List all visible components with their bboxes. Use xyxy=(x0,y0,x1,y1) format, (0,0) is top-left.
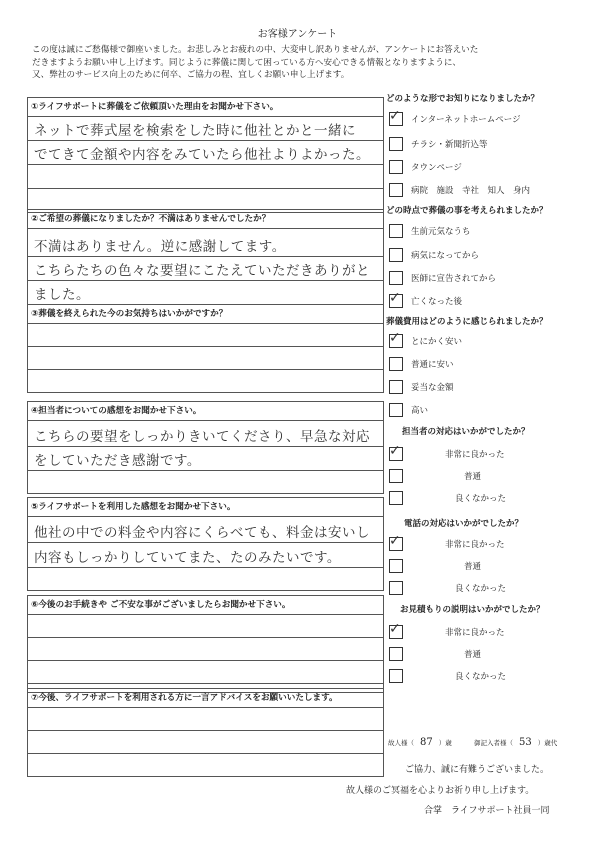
option-label: 非常に良かった xyxy=(445,450,505,460)
answer-line[interactable] xyxy=(28,165,383,189)
question-2-box xyxy=(27,209,384,305)
answer-text: 内容もしっかりしていてまた、たのみたいです。 xyxy=(34,550,341,566)
answer-text: をしていただき感謝です。 xyxy=(34,453,201,469)
signature-text: 合掌 ライフサポート社員一同 xyxy=(424,806,550,816)
checkbox[interactable] xyxy=(389,137,403,151)
answer-line[interactable] xyxy=(28,347,383,370)
answer-line[interactable] xyxy=(28,731,383,754)
question-1-label: ①ライフサポートに葬儀をご依頼頂いた理由をお聞かせ下さい。 xyxy=(28,98,383,117)
checkbox[interactable] xyxy=(389,290,403,308)
thanks-text: ご協力、誠に有難うございました。 xyxy=(405,765,550,775)
answer-text: こちらの要望をしっかりきいてくださり、早急な対応 xyxy=(34,429,370,445)
intro-line: 又、弊社のサービス向上のために何卒、ご協力の程、宜しくお願い申し上げます。 xyxy=(32,70,350,80)
checkbox[interactable] xyxy=(389,380,403,394)
right-section-4-heading xyxy=(402,425,592,437)
question-4-label: ④担当者についての感想をお聞かせ下さい。 xyxy=(28,402,383,421)
deceased-age-value[interactable]: 87 xyxy=(420,737,433,748)
right-section-1-heading xyxy=(386,92,576,104)
answer-line[interactable] xyxy=(28,257,383,281)
check-icon: ✓ xyxy=(389,621,401,637)
question-1-box xyxy=(27,97,384,213)
check-icon: ✓ xyxy=(389,290,401,306)
checkbox[interactable] xyxy=(389,647,403,661)
checkbox[interactable] xyxy=(389,559,403,573)
question-5-label: ⑤ライフサポートを利用した感想をお聞かせ下さい。 xyxy=(28,498,383,517)
checkbox[interactable] xyxy=(389,224,403,238)
answer-line[interactable] xyxy=(28,543,383,568)
option-label: インターネットホームページ xyxy=(411,115,521,125)
checkbox[interactable] xyxy=(389,248,403,262)
question-6-label: ⑥今後のお手続きや ご不安な事がございましたらお聞かせ下さい。 xyxy=(28,596,383,615)
answer-line[interactable] xyxy=(28,568,383,590)
answer-text: こちらたちの色々な要望にこたえていただきありがと xyxy=(34,263,370,279)
answer-line[interactable] xyxy=(28,471,383,493)
option-label: 良くなかった xyxy=(455,494,507,504)
answer-line[interactable] xyxy=(28,324,383,347)
answer-text: ネットで葬式屋を検索をした時に他社とかと一緒に xyxy=(34,123,356,139)
checkbox[interactable] xyxy=(389,621,403,639)
check-icon: ✓ xyxy=(389,330,401,346)
option-label: 病気になってから xyxy=(411,251,480,261)
answer-line[interactable] xyxy=(28,370,383,392)
checkbox[interactable] xyxy=(389,669,403,683)
right-section-5-heading xyxy=(404,517,594,529)
answer-line[interactable] xyxy=(28,229,383,257)
option-label: とにかく安い xyxy=(411,337,463,347)
intro-line: だきますようお願い申し上げます。同じように葬儀に関して困っている方へ安心できる情報となりますように、 xyxy=(32,57,462,68)
checkbox[interactable] xyxy=(389,271,403,285)
option-label: タウンページ xyxy=(411,163,462,173)
checkbox[interactable] xyxy=(389,403,403,417)
answer-line[interactable] xyxy=(28,638,383,661)
answer-text: ました。 xyxy=(34,287,90,303)
right-section-2-heading xyxy=(386,204,576,216)
condolence-text: 故人様のご冥福を心よりお祈り申し上げます。 xyxy=(346,786,535,796)
answer-line[interactable] xyxy=(28,661,383,684)
option-label: 普通 xyxy=(464,472,482,482)
checkbox[interactable] xyxy=(389,108,403,126)
checkbox[interactable] xyxy=(389,443,403,461)
checkbox[interactable] xyxy=(389,183,403,197)
answer-text: でてきて金額や内容をみていたら他社よりよかった。 xyxy=(34,147,370,163)
checkbox[interactable] xyxy=(389,357,403,371)
answer-line[interactable] xyxy=(28,615,383,638)
answer-text: 他社の中での料金や内容にくらべても、料金は安いし xyxy=(34,525,370,541)
question-6-box xyxy=(27,595,384,693)
answer-line[interactable] xyxy=(28,141,383,165)
option-label: 医師に宣告されてから xyxy=(411,274,497,284)
option-label: 普通 xyxy=(464,650,482,660)
heading-text: 電話の対応はいかがでしたか？ xyxy=(404,519,524,529)
check-icon: ✓ xyxy=(389,533,401,549)
option-label: 普通 xyxy=(464,562,482,572)
heading-text: どの時点で葬儀の事を考えられましたか？ xyxy=(386,206,548,216)
checkbox[interactable] xyxy=(389,469,403,483)
answer-line[interactable] xyxy=(28,421,383,447)
writer-age-unit: ）歳代 xyxy=(537,739,558,747)
answer-line[interactable] xyxy=(28,517,383,543)
answer-text: 不満はありません。逆に感謝してます。 xyxy=(34,239,286,255)
writer-age-label: 御記入者様（ xyxy=(474,739,513,747)
writer-age-value[interactable]: 53 xyxy=(519,737,532,748)
page-title: お客様アンケート xyxy=(257,29,338,40)
intro-text xyxy=(32,44,572,82)
checkbox[interactable] xyxy=(389,581,403,595)
heading-text: お見積もりの説明はいかがでしたか？ xyxy=(400,605,545,615)
option-label: チラシ・新聞折込等 xyxy=(411,140,488,150)
deceased-age xyxy=(388,737,452,748)
deceased-age-label: 故人様（ xyxy=(388,739,414,747)
option-label: 普通に安い xyxy=(411,360,454,370)
option-label: 病院 施設 寺社 知人 身内 xyxy=(411,186,531,196)
answer-line[interactable] xyxy=(28,708,383,731)
question-5-box xyxy=(27,497,384,591)
option-label: 生前元気なうち xyxy=(411,227,471,237)
checkbox[interactable] xyxy=(389,330,403,348)
checkbox[interactable] xyxy=(389,160,403,174)
option-label: 良くなかった xyxy=(455,584,507,594)
option-label: 非常に良かった xyxy=(445,540,505,550)
heading-text: どのような形でお知りになりましたか？ xyxy=(386,94,540,104)
checkbox[interactable] xyxy=(389,533,403,551)
writer-age xyxy=(474,737,557,748)
answer-line[interactable] xyxy=(28,117,383,141)
checkbox[interactable] xyxy=(389,491,403,505)
option-label: 非常に良かった xyxy=(445,628,505,638)
option-label: 良くなかった xyxy=(455,672,507,682)
deceased-age-unit: ）歳 xyxy=(438,739,452,747)
answer-line[interactable] xyxy=(28,281,383,304)
option-label: 高い xyxy=(411,406,429,416)
question-7-box xyxy=(27,688,384,777)
right-section-3-heading xyxy=(386,315,576,327)
heading-text: 葬儀費用はどのように感じられましたか？ xyxy=(386,317,548,327)
question-3-label: ③葬儀を終えられた今のお気持ちはいかがですか？ xyxy=(28,305,383,324)
answer-line[interactable] xyxy=(28,754,383,776)
right-section-6-heading xyxy=(400,603,590,615)
question-4-box xyxy=(27,401,384,494)
option-label: 妥当な金額 xyxy=(411,383,454,393)
heading-text: 担当者の対応はいかがでしたか？ xyxy=(402,427,530,437)
question-2-label: ②ご希望の葬儀になりましたか？不満はありませんでしたか？ xyxy=(28,210,383,229)
question-7-label: ⑦今後、ライフサポートを利用される方に一言アドバイスをお願いいたします。 xyxy=(28,689,383,708)
check-icon: ✓ xyxy=(389,108,401,124)
intro-line: この度は誠にご愁傷様で御座いました。お悲しみとお疲れの中、大変申し訳ありませんが、アンケートにお答えいた xyxy=(32,45,479,55)
option-label: 亡くなった後 xyxy=(411,297,463,307)
question-3-box xyxy=(27,304,384,393)
check-icon: ✓ xyxy=(389,443,401,459)
answer-line[interactable] xyxy=(28,447,383,471)
